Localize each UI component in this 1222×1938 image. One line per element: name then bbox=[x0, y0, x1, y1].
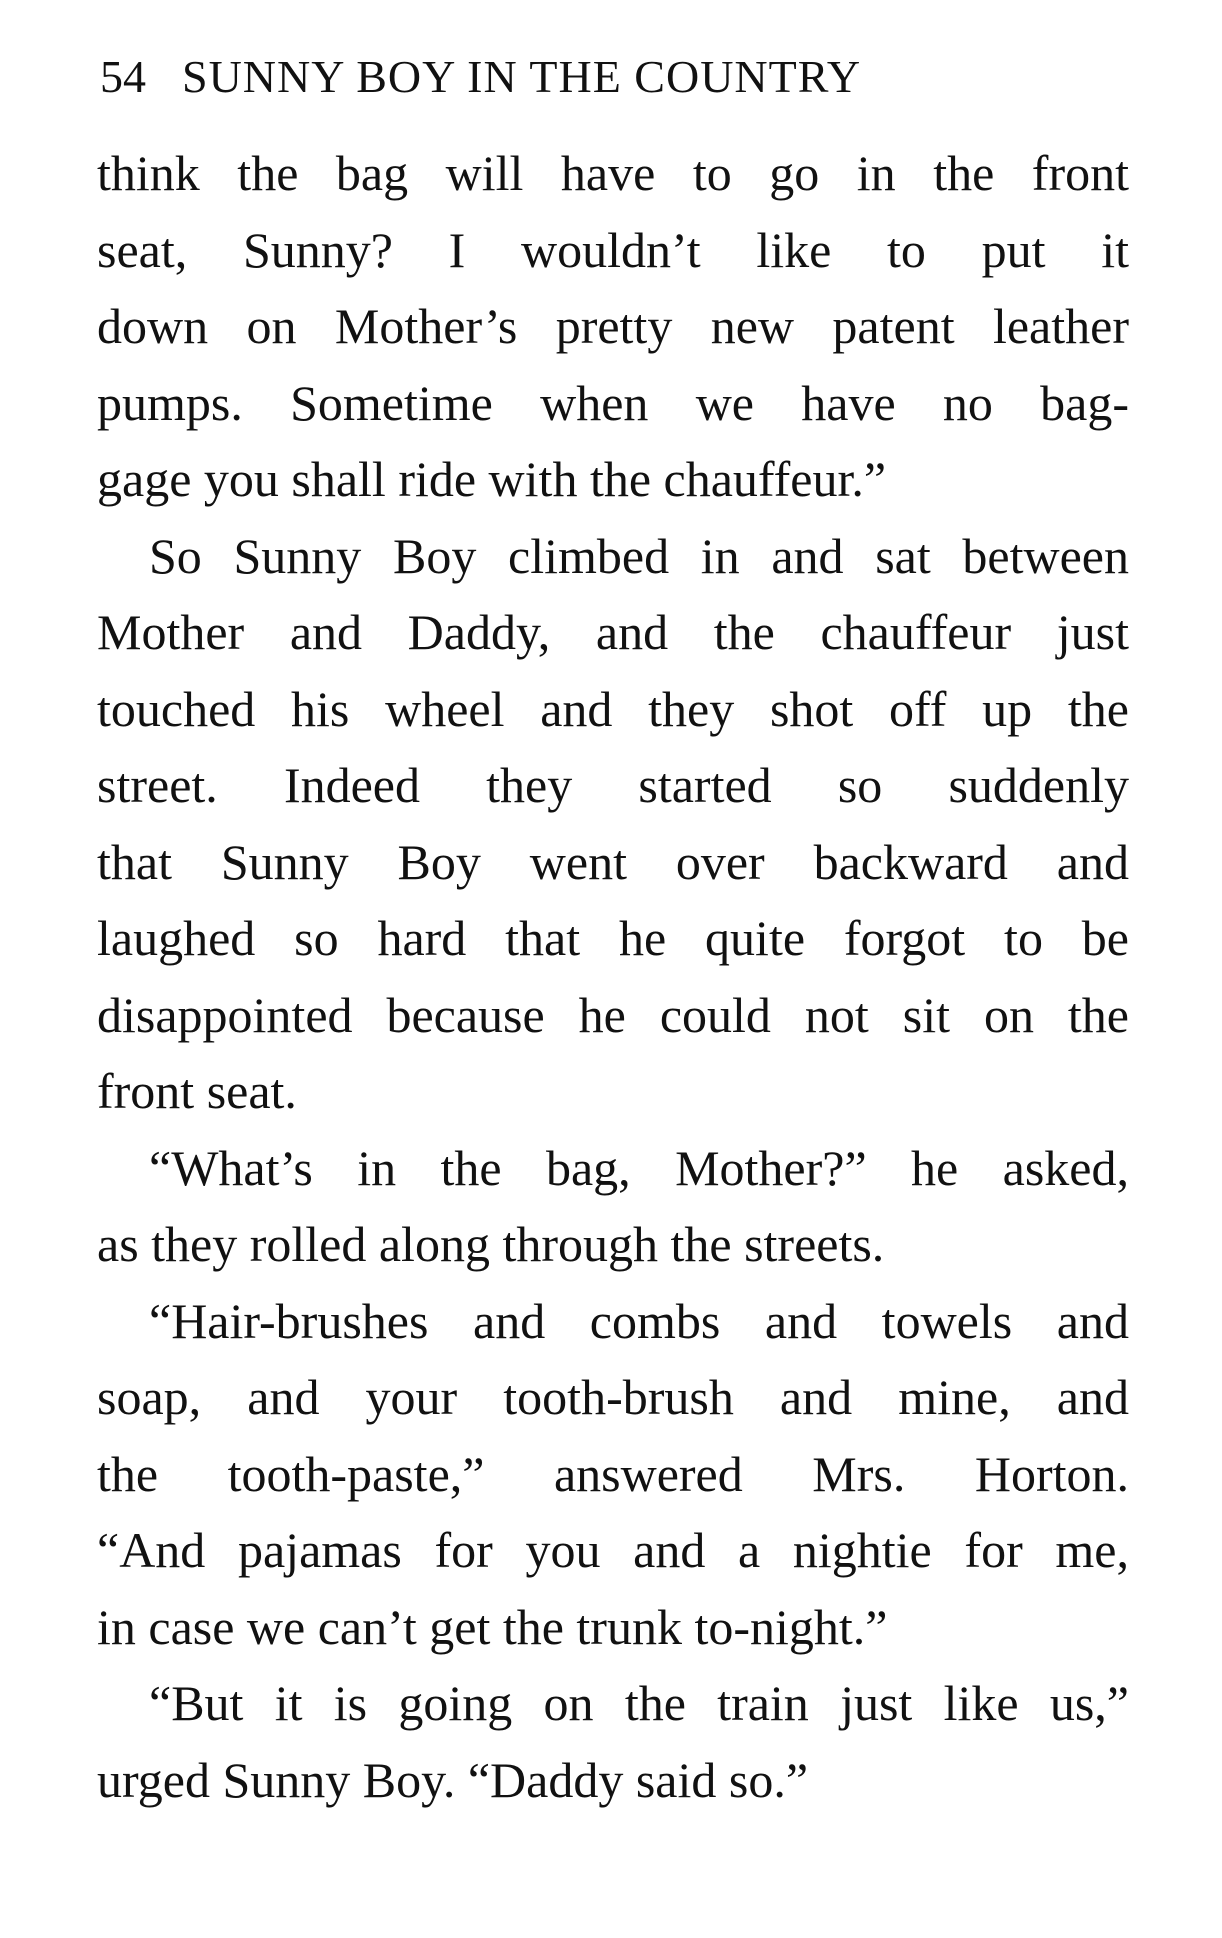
text-line: the tooth-paste,” answered Mrs. Horton. bbox=[97, 1445, 1129, 1502]
page-number: 54 bbox=[100, 51, 146, 102]
text-line: “And pajamas for you and a nightie for me, bbox=[97, 1522, 1129, 1578]
text-line: laughed so hard that he quite forgot to be bbox=[97, 910, 1129, 966]
text-line: down on Mother’s pretty new patent leather bbox=[97, 298, 1129, 354]
text-line: Mother and Daddy, and the chauffeur just bbox=[97, 604, 1129, 660]
text-line: “Hair-brushes and combs and towels and bbox=[149, 1292, 1129, 1349]
text-line: “But it is going on the train just like us,” bbox=[149, 1675, 1129, 1731]
text-line: touched his wheel and they shot off up the bbox=[97, 680, 1129, 737]
text-line: “What’s in the bag, Mother?” he asked, bbox=[149, 1139, 1129, 1196]
text-line: disappointed because he could not sit on the bbox=[97, 986, 1129, 1043]
body-text bbox=[97, 135, 1129, 1818]
text-line: street. Indeed they started so suddenly bbox=[97, 757, 1129, 813]
text-line: urged Sunny Boy. “Daddy said so.” bbox=[97, 1751, 809, 1808]
text-line: soap, and your tooth-brush and mine, and bbox=[97, 1369, 1129, 1425]
text-line: front seat. bbox=[97, 1063, 297, 1119]
book-title: SUNNY BOY IN THE COUNTRY bbox=[182, 51, 862, 102]
text-line: in case we can’t get the trunk to-night.” bbox=[97, 1598, 888, 1655]
text-line: gage you shall ride with the chauffeur.” bbox=[97, 451, 887, 507]
text-line: that Sunny Boy went over backward and bbox=[97, 833, 1129, 890]
text-line: as they rolled along through the streets. bbox=[97, 1216, 885, 1272]
text-line: seat, Sunny? I wouldn’t like to put it bbox=[97, 221, 1129, 278]
text-line: think the bag will have to go in the front bbox=[97, 145, 1129, 201]
running-head bbox=[100, 42, 1130, 112]
text-line: So Sunny Boy climbed in and sat between bbox=[149, 527, 1129, 584]
text-line: pumps. Sometime when we have no bag- bbox=[97, 374, 1129, 431]
